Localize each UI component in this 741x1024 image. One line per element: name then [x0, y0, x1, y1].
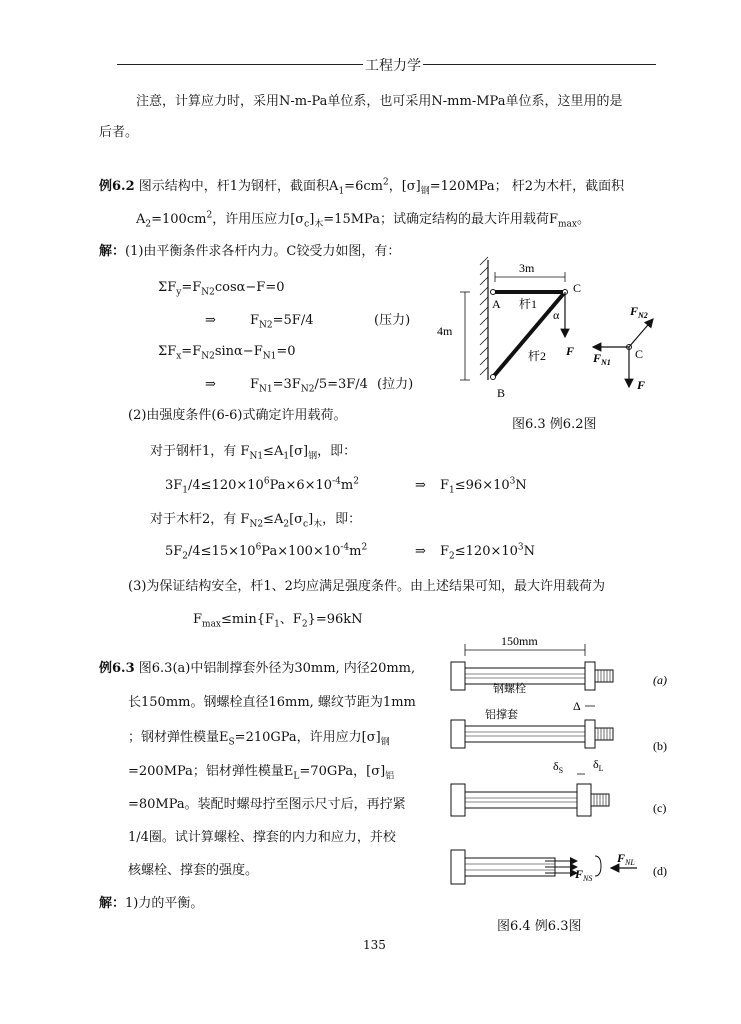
equation-fn1: $F_{N1}=3F_{N2}/5=3F/4$ [250, 377, 368, 395]
label-delta-l: δ [593, 757, 599, 771]
svg-text:δL: $\delta_L$ [593, 757, 604, 773]
solution-6-2-step-1: 解：(1)由平衡条件求各杆内力。C铰受力如图，有： [99, 244, 401, 259]
inequality-steel: $3F_1/4\le 120\times 10^6Pa\times 6\times 10^{-4}m^2$ [165, 476, 359, 496]
label-B: B [497, 386, 506, 400]
svg-text:δS: $\delta_S$ [553, 759, 564, 775]
solution-6-2-step-2: (2)由强度条件(6-6)式确定许用载荷。 [128, 408, 347, 423]
fbd-FN2: F [630, 304, 639, 318]
example-6-3-line-7: 核螺栓、撑套的强度。 [128, 863, 259, 878]
fbd-C: C [635, 347, 644, 361]
header-rule-left [117, 64, 363, 65]
example-6-3-line-5: =80MPa。装配时螺母拧至图示尺寸后，再拧紧 [128, 797, 406, 812]
label-sleeve: 铝撑套 [485, 709, 518, 721]
inequality-wood: $5F_2/4\le 15\times 10^6Pa\times 100\times 10^{-4}m^2$ [165, 542, 368, 562]
tag-d: (d) [653, 864, 667, 878]
solution-6-2-step-3: (3)为保证结构安全，杆1、2均应满足强度条件。由上述结果可知，最大许用载荷为 [128, 579, 605, 594]
label-A: A [492, 297, 501, 311]
example-6-3-label: 例6.3 [99, 661, 135, 676]
example-6-2-line-2: $A_2=100cm^2$，许用压应力$[\sigma_c]_木=15MPa$；试确定结构的最大许用载荷$F_{max}$。 [136, 210, 590, 230]
label-alpha: α [553, 308, 560, 322]
figure-6-3-caption: 图6.3 例6.2图 [512, 417, 597, 432]
example-6-3-line-2: 长150mm。钢螺栓直径16mm, 螺纹节距为1mm [128, 695, 416, 710]
svg-text:FNL: $F_{NL}$ [617, 851, 635, 867]
example-6-3-line-1: 例6.3 图6.3(a)中铝制撑套外径为30mm, 内径20mm, [99, 661, 416, 676]
label-rod2: 杆2 [528, 349, 547, 363]
note-tension: (拉力) [377, 377, 414, 392]
intro-line-2: 后者。 [99, 125, 139, 140]
implies-arrow-4: ⇒ [415, 544, 426, 559]
note-compression: (压力) [374, 313, 411, 328]
label-fns: F [575, 867, 584, 881]
tag-a: (a) [653, 673, 667, 687]
joint-B [491, 375, 496, 380]
steel-rod-condition: 对于钢杆1，有 $F_{N1}\le A_1[\sigma]_钢$，即： [150, 444, 357, 462]
example-6-3-line-3: ；钢材弹性模量$E_S=210GPa$，许用应力$[\sigma]_钢$ [128, 730, 390, 748]
example-6-2-line-1: 例6.2 图示结构中，杆1为钢杆，截面积$A_1=6cm^2$，$[\sigma]_钢=120MPa$； 杆2为木杆，截面积 [99, 177, 625, 197]
intro-line-1: 注意，计算应力时，采用N-m-Pa单位系，也可采用N-mm-MPa单位系，这里用的是 [136, 94, 623, 109]
fbd-FN1: F [593, 351, 602, 365]
equation-fn2: $F_{N2}=5F/4$ [250, 313, 314, 331]
tag-b: (b) [653, 739, 667, 753]
example-6-3-line-4: =200MPa；铝材弹性模量$E_L=70GPa$，$[\sigma]_铝$ [128, 764, 395, 782]
figure-6-3 [425, 255, 670, 435]
fbd-F: F [637, 378, 646, 392]
header-title: 工程力学 [363, 55, 423, 75]
svg-text:FN2: $F_{N2}$ [630, 304, 648, 320]
solution-6-3: 解：1)力的平衡。 [99, 896, 204, 911]
equation-sum-fy: $\Sigma F_y=F_{N2}\cos\alpha-F=0$ [158, 280, 285, 298]
dim-4m: 4m [437, 324, 453, 338]
svg-text:FN1: $F_{N1}$ [593, 351, 611, 367]
tag-c: (c) [653, 801, 667, 815]
header-rule-right [420, 64, 656, 65]
joint-A [491, 290, 496, 295]
figure-6-4 [445, 632, 680, 902]
wood-rod-condition: 对于木杆2，有 $F_{N2}\le A_2[\sigma_c]_木$，即： [150, 512, 362, 530]
label-delta-s: δ [553, 759, 559, 773]
label-rod1: 杆1 [519, 297, 538, 311]
fbd-arrow-fn2 [629, 319, 653, 347]
example-6-3-line-6: 1/4圈。试计算螺栓、撑套的内力和应力，并校 [128, 830, 396, 845]
result-f2: $F_2\le 120\times 10^3N$ [440, 542, 536, 562]
assembly-a [451, 662, 613, 690]
svg-text:FNS: $F_{NS}$ [575, 867, 593, 883]
assembly-c [451, 784, 609, 816]
label-delta: Δ [573, 699, 581, 713]
assembly-b [451, 720, 613, 748]
label-fnl: F [617, 851, 626, 865]
implies-arrow-3: ⇒ [415, 478, 426, 493]
implies-arrow-1: ⇒ [205, 313, 216, 328]
dim-150mm: 150mm [501, 634, 538, 648]
label-bolt: 钢螺栓 [493, 683, 526, 695]
page-number: 135 [363, 938, 386, 952]
solution-label: 解： [99, 244, 126, 259]
wall-hatching [480, 257, 488, 375]
example-6-2-label: 例6.2 [99, 179, 135, 194]
equation-sum-fx: $\Sigma F_x=F_{N2}\sin\alpha-F_{N1}=0$ [158, 344, 296, 362]
assembly-d [451, 850, 637, 884]
figure-6-4-caption: 图6.4 例6.3图 [497, 919, 582, 934]
result-f1: $F_1\le 96\times 10^3N$ [440, 476, 527, 496]
label-F: F [566, 344, 575, 358]
implies-arrow-2: ⇒ [205, 377, 216, 392]
label-C: C [573, 281, 582, 295]
dim-3m: 3m [519, 261, 535, 275]
result-fmax: $F_{max}\le\min\{F_1$、$F_2\}=96kN$ [193, 612, 363, 630]
